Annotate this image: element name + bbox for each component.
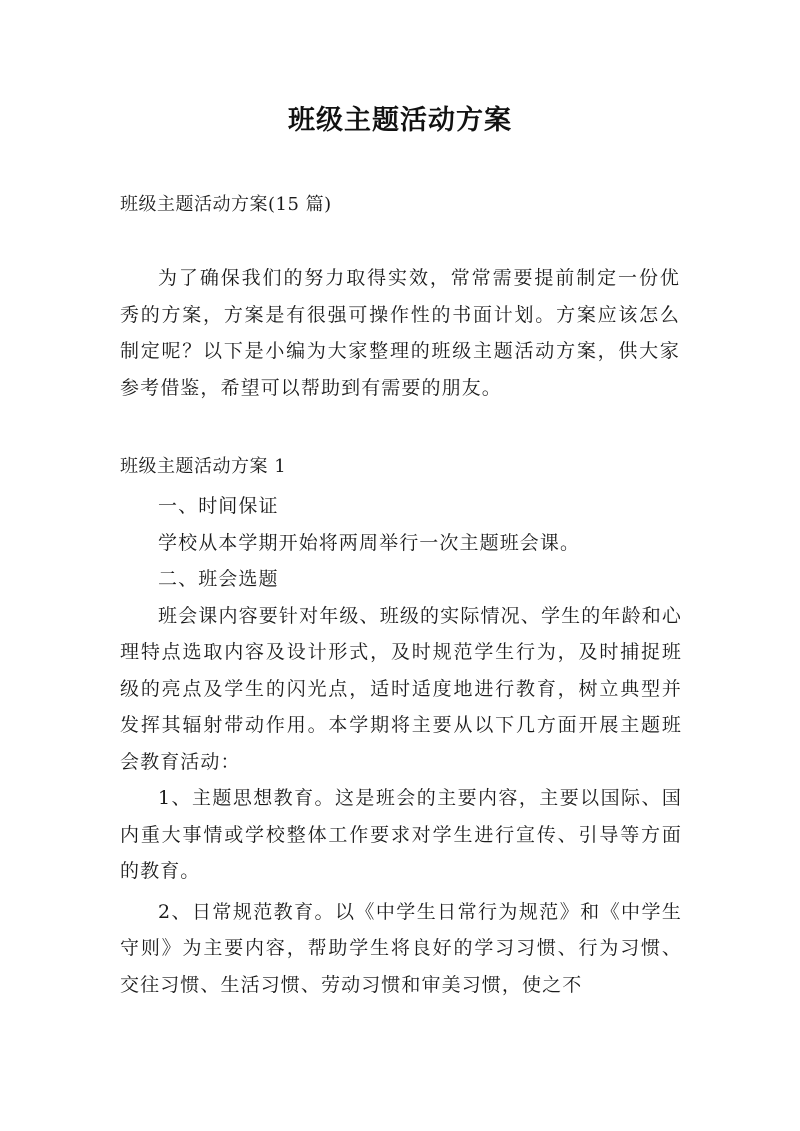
section-body [120,488,682,1003]
heading-topic-selection: 二、班会选题 [158,568,279,590]
paragraph-theme-education: 1、主题思想教育。这是班会的主要内容，主要以国际、国内重大事情或学校整体工作要求对学生进行宣传、引导等方面的教育。 [120,787,682,882]
paragraph-daily-norms: 2、日常规范教育。以《中学生日常行为规范》和《中学生守则》为主要内容，帮助学生将良好的学习习惯、行为习惯、交往习惯、生活习惯、劳动习惯和审美习惯，使之不 [120,900,682,996]
paragraph-topic-selection: 班会课内容要针对年级、班级的实际情况、学生的年龄和心理特点选取内容及设计形式，及时规范学生行为，及时捕捉班级的亮点及学生的闪光点，适时适度地进行教育，树立典型并发挥其辐射带动作用。本学期将主要从以下几方面开展主题班会教育活动： [120,604,682,773]
paragraph-time-guarantee: 学校从本学期开始将两周举行一次主题班会课。 [158,531,581,554]
section-title: 班级主题活动方案 1 [120,456,287,477]
document-title: 班级主题活动方案 [288,105,512,136]
intro-paragraph: 为了确保我们的努力取得实效，常常需要提前制定一份优秀的方案，方案是有很强可操作性的书面计划。方案应该怎么制定呢？以下是小编为大家整理的班级主题活动方案，供大家参考借鉴，希望可以帮助到有需要的朋友。 [120,267,680,399]
heading-time-guarantee: 一、时间保证 [158,495,279,517]
document-subtitle: 班级主题活动方案(15 篇) [120,194,332,215]
